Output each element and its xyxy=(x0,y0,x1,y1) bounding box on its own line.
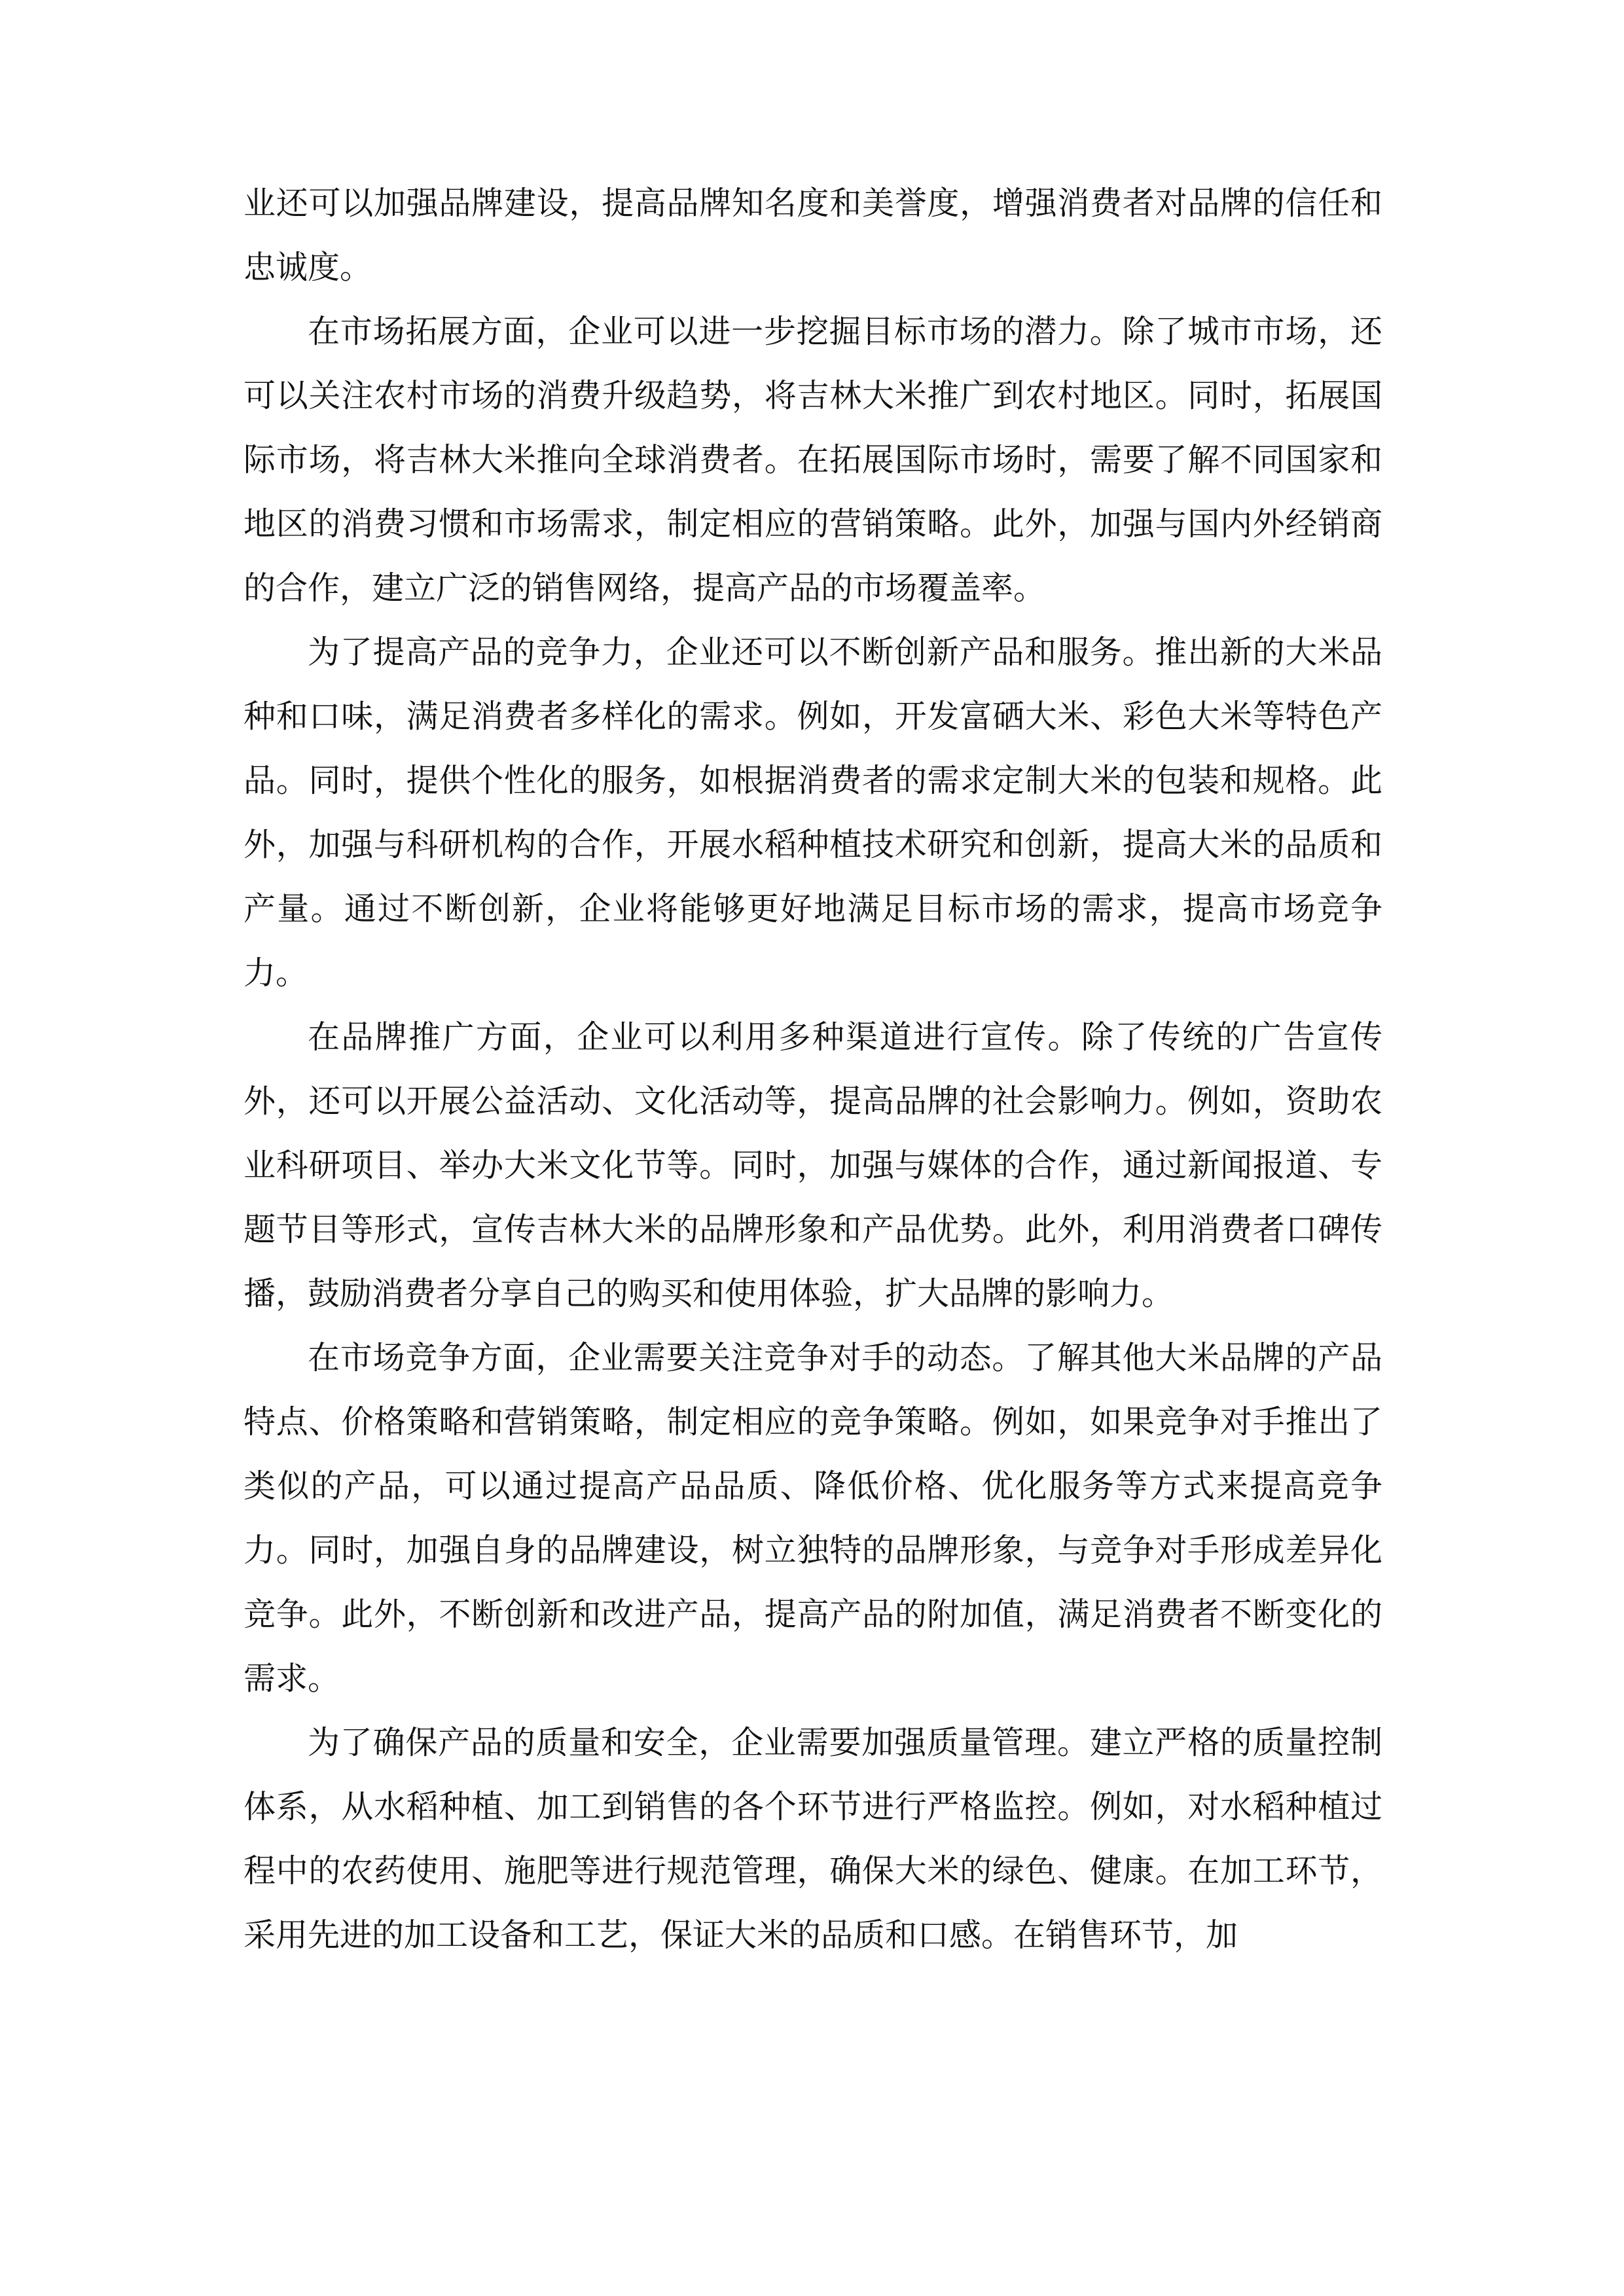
paragraph-quality-management: 为了确保产品的质量和安全，企业需要加强质量管理。建立严格的质量控制体系，从水稻种植、加工到销售的各个环节进行严格监控。例如，对水稻种植过程中的农药使用、施肥等进行规范管理，确保大米的绿色、健康。在加工环节，采用先进的加工设备和工艺，保证大米的品质和口感。在销售环节，加 xyxy=(244,1724,1382,1954)
paragraph-market-expansion: 在市场拓展方面，企业可以进一步挖掘目标市场的潜力。除了城市市场，还可以关注农村市场的消费升级趋势，将吉林大米推广到农村地区。同时，拓展国际市场，将吉林大米推向全球消费者。在拓展国际市场时，需要了解不同国家和地区的消费习惯和市场需求，制定相应的营销策略。此外，加强与国内外经销商的合作，建立广泛的销售网络，提高产品的市场覆盖率。 xyxy=(244,313,1382,607)
paragraph-continuation: 业还可以加强品牌建设，提高品牌知名度和美誉度，增强消费者对品牌的信任和忠诚度。 xyxy=(244,185,1382,286)
paragraph-brand-promotion: 在品牌推广方面，企业可以利用多种渠道进行宣传。除了传统的广告宣传外，还可以开展公益活动、文化活动等，提高品牌的社会影响力。例如，资助农业科研项目、举办大米文化节等。同时，加强与媒体的合作，通过新闻报道、专题节目等形式，宣传吉林大米的品牌形象和产品优势。此外，利用消费者口碑传播，鼓励消费者分享自己的购买和使用体验，扩大品牌的影响力。 xyxy=(244,1018,1382,1312)
document-body xyxy=(244,171,1382,1967)
paragraph-product-innovation: 为了提高产品的竞争力，企业还可以不断创新产品和服务。推出新的大米品种和口味，满足消费者多样化的需求。例如，开发富硒大米、彩色大米等特色产品。同时，提供个性化的服务，如根据消费者的需求定制大米的包装和规格。此外，加强与科研机构的合作，开展水稻种植技术研究和创新，提高大米的品质和产量。通过不断创新，企业将能够更好地满足目标市场的需求，提高市场竞争力。 xyxy=(244,634,1382,992)
paragraph-market-competition: 在市场竞争方面，企业需要关注竞争对手的动态。了解其他大米品牌的产品特点、价格策略和营销策略，制定相应的竞争策略。例如，如果竞争对手推出了类似的产品，可以通过提高产品品质、降低价格、优化服务等方式来提高竞争力。同时，加强自身的品牌建设，树立独特的品牌形象，与竞争对手形成差异化竞争。此外，不断创新和改进产品，提高产品的附加值，满足消费者不断变化的需求。 xyxy=(244,1339,1382,1697)
